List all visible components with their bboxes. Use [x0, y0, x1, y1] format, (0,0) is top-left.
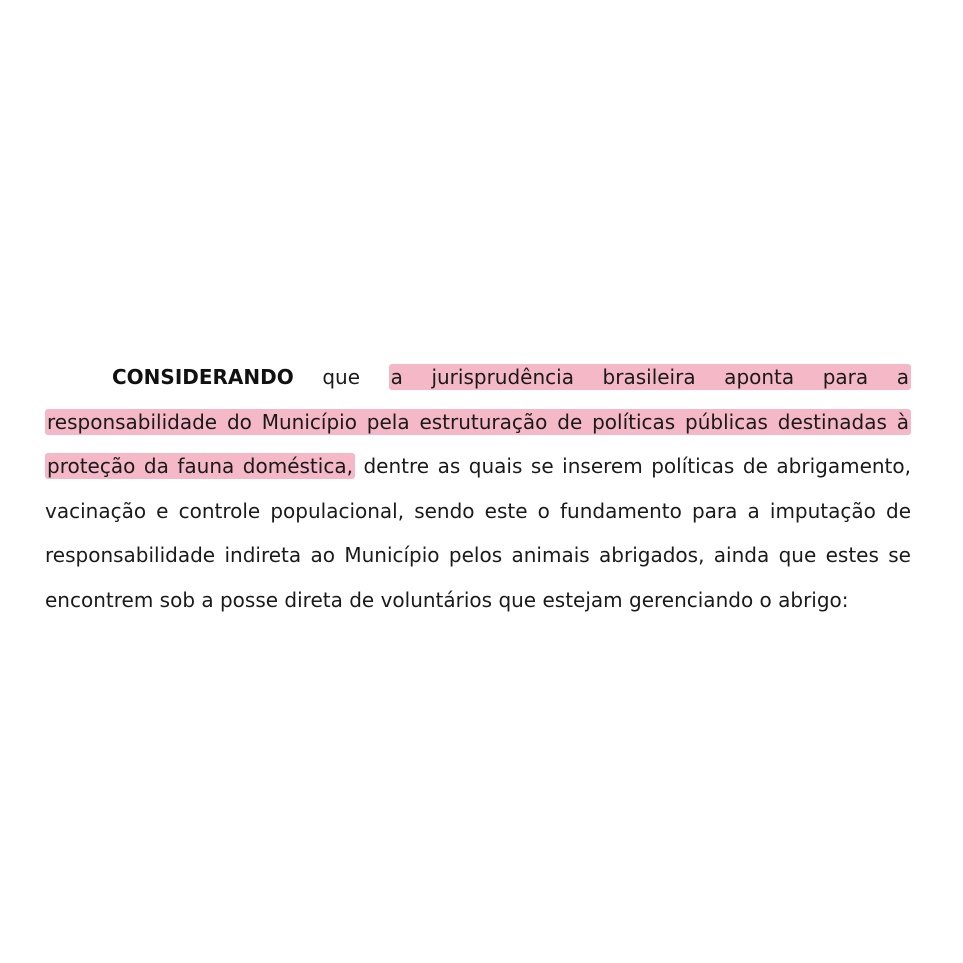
text-after-highlight: dentre as quais se inserem políticas de abrigamento, vacinação e controle populacional, sendo este o fundamento para a imputação de responsabilidade indireta ao Município pelos animais abrigados, ainda que estes se encontrem sob a posse direta de voluntários que estejam gerenciando o abrigo: — [45, 454, 911, 612]
highlighted-text: a jurisprudência brasileira aponta para a responsabilidade do Município pela estruturação de políticas públicas destinadas à proteção da fauna doméstica, — [47, 365, 910, 479]
considerando-paragraph — [45, 355, 911, 623]
lead-word: CONSIDERANDO — [112, 365, 294, 389]
text-before-highlight: que — [293, 365, 389, 389]
